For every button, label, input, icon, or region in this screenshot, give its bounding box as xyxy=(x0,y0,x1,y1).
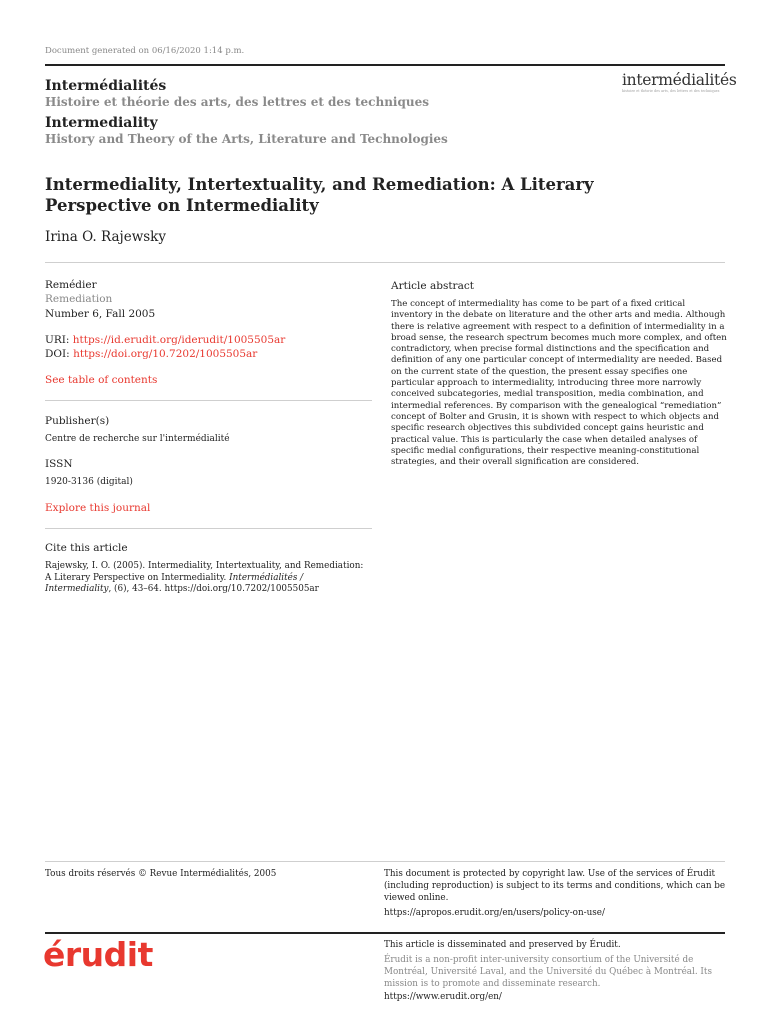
journal-logo-text: intermédialités xyxy=(622,71,737,89)
left-divider-2 xyxy=(45,528,372,529)
copyright-notice: This document is protected by copyright law. Use of the services of Érudit (including reproduction) is subject to its terms and conditions, which can be viewed online. xyxy=(384,869,726,903)
issue-theme-fr: Remédier xyxy=(45,279,97,291)
journal-logo-tagline: histoire et théorie des arts, des lettres et des techniques xyxy=(622,89,720,93)
citation-text xyxy=(45,561,365,596)
abstract-heading: Article abstract xyxy=(391,280,474,292)
journal-subtitle-en: History and Theory of the Arts, Literature and Technologies xyxy=(45,132,448,146)
left-divider-1 xyxy=(45,400,372,401)
policy-link[interactable]: https://apropos.erudit.org/en/users/policy-on-use/ xyxy=(384,908,605,918)
doi-link[interactable]: https://doi.org/10.7202/1005505ar xyxy=(73,348,258,360)
article-author: Irina O. Rajewsky xyxy=(45,229,166,245)
abstract-text: The concept of intermediality has come to be part of a fixed critical inventory in the debate on literature and the other arts and media. Although there is relative agreement with respect to a definition of intermediality in a broad sense, the research spectrum becomes much more complex, and often contradictory, when precise formal distinctions and the specification and definition of any one particular concept of intermediality are needed. Based on the current state of the question, the present essay specifies one particular approach to intermediality, introducing three more narrowly conceived subcategories, medial transposition, media combination, and intermedial references. By comparison with the genealogical “remediation” concept of Bolter and Grusin, it is shown with respect to which objects and specific research objectives this subdivided concept gains heuristic and practical value. This is particularly the case when detailed analyses of specific medial configurations, their respective meaning-constitutional strategies, and their overall signification are considered. xyxy=(391,299,727,468)
uri-line xyxy=(45,334,285,346)
journal-subtitle-fr: Histoire et théorie des arts, des lettres et des techniques xyxy=(45,95,429,109)
section-divider xyxy=(45,262,725,263)
uri-link[interactable]: https://id.erudit.org/iderudit/1005505ar xyxy=(72,334,286,346)
cite-heading: Cite this article xyxy=(45,542,128,554)
publisher-name: Centre de recherche sur l'intermédialité xyxy=(45,434,230,444)
erudit-logo xyxy=(43,935,153,974)
rights-notice: Tous droits réservés © Revue Intermédialités, 2005 xyxy=(45,869,277,879)
erudit-description: Érudit is a non-profit inter-university consortium of the Université de Montréal, Université Laval, and the Université du Québec à Montréal. Its mission is to promote and disseminate research. xyxy=(384,955,712,989)
citation-part-2: , (6), 43–64. https://doi.org/10.7202/1005505ar xyxy=(108,584,319,595)
doi-label: DOI: xyxy=(45,348,74,360)
citation-journal: Intermédialités / Intermediality xyxy=(45,572,304,595)
disseminated-notice: This article is disseminated and preserved by Érudit. xyxy=(384,940,621,950)
top-divider xyxy=(45,64,725,66)
table-of-contents-link[interactable]: See table of contents xyxy=(45,374,158,386)
issn-heading: ISSN xyxy=(45,458,73,470)
generation-date: Document generated on 06/16/2020 1:14 p.m. xyxy=(45,46,245,56)
doi-line xyxy=(45,348,257,360)
article-title: Intermediality, Intertextuality, and Remediation: A Literary Perspective on Intermediality xyxy=(45,175,594,215)
journal-title-en: Intermediality xyxy=(45,115,158,131)
issn-value: 1920-3136 (digital) xyxy=(45,477,133,487)
explore-journal-link[interactable]: Explore this journal xyxy=(45,502,151,514)
issue-number: Number 6, Fall 2005 xyxy=(45,308,156,320)
uri-label: URI: xyxy=(45,334,73,346)
journal-logo xyxy=(622,71,737,98)
journal-title-fr: Intermédialités xyxy=(45,78,167,94)
footer-divider xyxy=(45,861,725,862)
erudit-link[interactable]: https://www.erudit.org/en/ xyxy=(384,992,502,1002)
publisher-heading: Publisher(s) xyxy=(45,415,110,427)
footer-divider-2 xyxy=(45,932,725,934)
erudit-logo-text: érudit xyxy=(43,935,153,974)
citation-part-1: Rajewsky, I. O. (2005). Intermediality, Intertextuality, and Remediation: A Literary Perspective on Intermediality. xyxy=(45,561,364,583)
issue-theme-en: Remediation xyxy=(45,293,113,305)
